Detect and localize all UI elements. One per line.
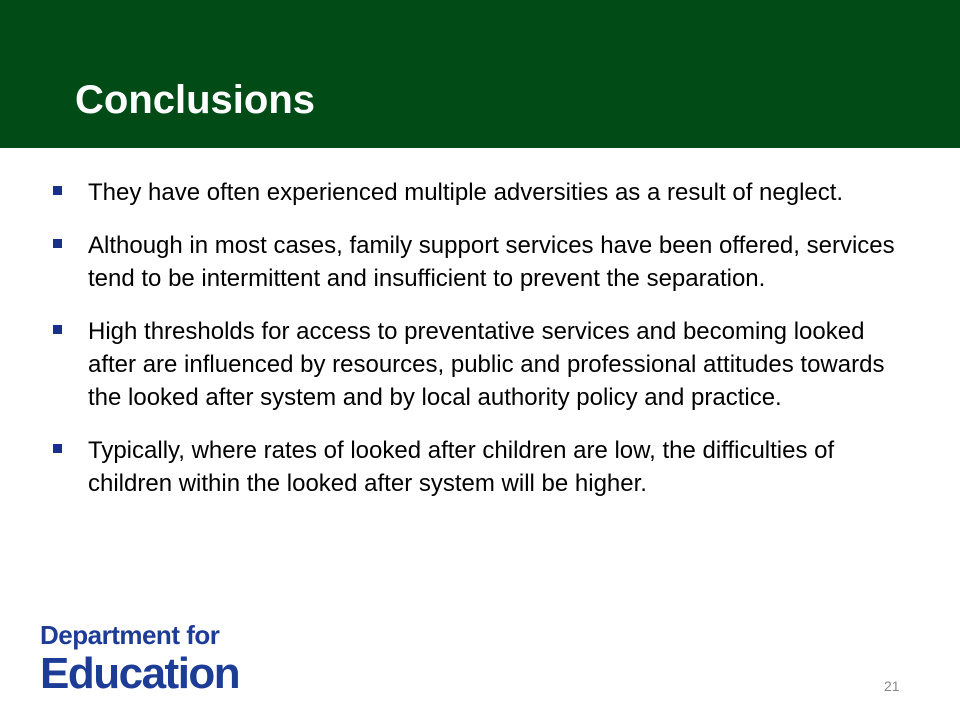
page-number: 21: [884, 678, 900, 694]
bullet-item: [48, 229, 918, 295]
logo-line-department: Department for: [40, 620, 220, 650]
bullet-item: [48, 176, 918, 209]
slide-title: Conclusions: [75, 78, 316, 122]
bullet-text: Although in most cases, family support services have been offered, services tend to be intermittent and insufficient to prevent the separation.: [88, 232, 895, 292]
bullet-item: [48, 434, 918, 500]
square-bullet-icon: [53, 444, 62, 453]
logo-line-education: Education: [40, 649, 240, 698]
department-for-education-logo: [40, 620, 239, 698]
square-bullet-icon: [53, 186, 62, 195]
bullet-text: They have often experienced multiple adversities as a result of neglect.: [88, 179, 844, 206]
bullet-item: [48, 315, 918, 414]
bullet-text: Typically, where rates of looked after children are low, the difficulties of children within the looked after system will be higher.: [88, 437, 835, 497]
title-banner: [0, 0, 960, 148]
bullet-text: High thresholds for access to preventative services and becoming looked after are influenced by resources, public and professional attitudes towards the looked after system and by local authority policy and practice.: [88, 318, 885, 411]
bullet-list: [48, 176, 918, 520]
square-bullet-icon: [53, 239, 62, 248]
square-bullet-icon: [53, 325, 62, 334]
